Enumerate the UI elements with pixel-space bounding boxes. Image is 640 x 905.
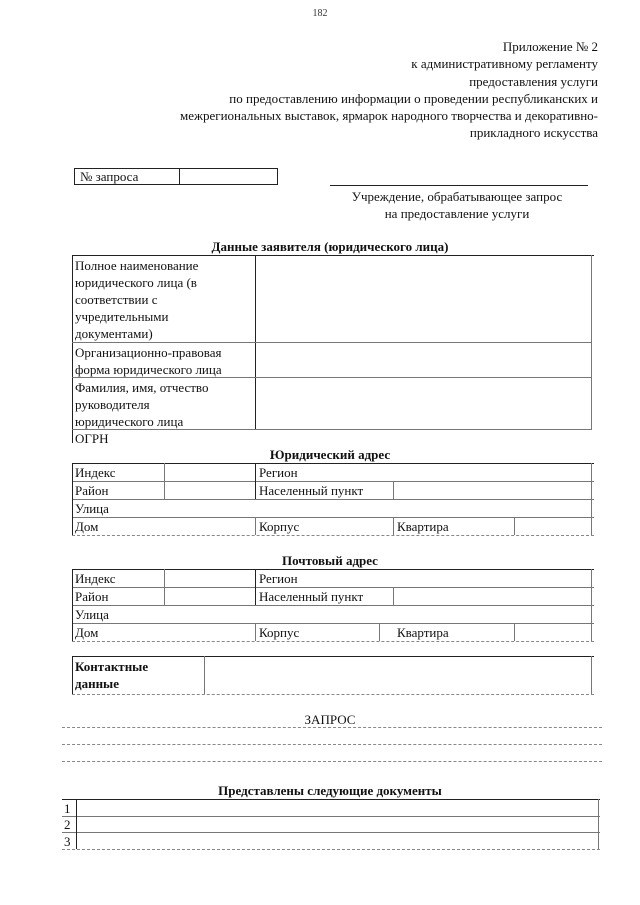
document-row-number: 1	[64, 801, 71, 816]
postal-region-label: Регион	[259, 571, 298, 586]
header-line: к административному регламенту	[411, 56, 598, 72]
legal-street-field[interactable]	[166, 500, 590, 516]
request-text-field[interactable]	[62, 728, 602, 778]
legal-apartment-field[interactable]	[516, 518, 590, 534]
legal-locality-label: Населенный пункт	[259, 483, 364, 498]
postal-street-field[interactable]	[166, 606, 590, 622]
legal-locality-field[interactable]	[395, 482, 590, 498]
request-heading: ЗАПРОС	[304, 712, 356, 727]
postal-index-field[interactable]	[166, 570, 254, 586]
postal-house-label: Дом	[75, 625, 99, 640]
legal-form-field[interactable]	[257, 344, 589, 376]
document-row-number: 2	[64, 817, 71, 832]
ogrn-label: ОГРН	[75, 431, 109, 446]
header-line: предоставления услуги	[469, 73, 598, 89]
legal-index-field[interactable]	[166, 464, 254, 480]
contacts-field[interactable]	[206, 658, 590, 692]
director-field[interactable]	[257, 379, 589, 427]
legal-address-heading: Юридический адрес	[269, 447, 391, 462]
legal-district-field[interactable]	[166, 482, 254, 498]
legal-house-field[interactable]	[166, 518, 254, 534]
document-row-field[interactable]	[78, 817, 596, 831]
director-label: Фамилия, имя, отчество руководителя юридического лица	[75, 380, 209, 429]
postal-locality-label: Населенный пункт	[259, 589, 364, 604]
legal-street-label: Улица	[75, 501, 109, 516]
header-line: прикладного искусства	[469, 125, 598, 141]
full-name-label: Полное наименование юридического лица (в соответствии с учредительными документами)	[75, 258, 199, 341]
full-name-field[interactable]	[257, 257, 589, 341]
document-row-field[interactable]	[78, 800, 596, 815]
ogrn-field[interactable]	[257, 430, 589, 445]
applicant-heading: Данные заявителя (юридического лица)	[211, 239, 449, 254]
postal-apartment-label: Квартира	[397, 625, 449, 640]
institution-label: Учреждение, обрабатывающее запрос на предоставление услуги	[351, 189, 563, 221]
request-number-label: № запроса	[80, 169, 139, 184]
legal-building-label: Корпус	[259, 519, 300, 534]
postal-building-field[interactable]	[320, 624, 378, 640]
document-row-number: 3	[64, 834, 71, 849]
legal-apartment-label: Квартира	[397, 519, 449, 534]
page-number: 182	[312, 8, 328, 19]
header-line: Приложение № 2	[502, 39, 598, 54]
appendix-header	[58, 38, 598, 142]
postal-building-label: Корпус	[259, 625, 300, 640]
postal-locality-field[interactable]	[395, 588, 590, 604]
header-line: по предоставлению информации о проведении республиканских и	[229, 90, 598, 106]
postal-district-label: Район	[75, 589, 109, 604]
document-row-field[interactable]	[78, 833, 596, 848]
legal-index-label: Индекс	[75, 465, 116, 480]
legal-house-label: Дом	[75, 519, 99, 534]
legal-region-field[interactable]	[320, 464, 590, 480]
request-number-field[interactable]	[180, 169, 276, 184]
postal-district-field[interactable]	[166, 588, 254, 604]
postal-region-field[interactable]	[320, 570, 590, 586]
documents-heading: Представлены следующие документы	[218, 783, 442, 798]
postal-street-label: Улица	[75, 607, 109, 622]
postal-apartment-field[interactable]	[516, 624, 590, 640]
header-line: межрегиональных выставок, ярмарок народного творчества и декоративно-	[179, 108, 598, 124]
legal-region-label: Регион	[259, 465, 298, 480]
legal-building-field[interactable]	[320, 518, 392, 534]
contacts-label: Контактные данные	[75, 659, 149, 691]
legal-district-label: Район	[75, 483, 109, 498]
legal-form-label: Организационно-правовая форма юридического лица	[75, 345, 222, 377]
postal-index-label: Индекс	[75, 571, 116, 586]
postal-address-heading: Почтовый адрес	[282, 553, 378, 568]
postal-house-field[interactable]	[166, 624, 254, 640]
